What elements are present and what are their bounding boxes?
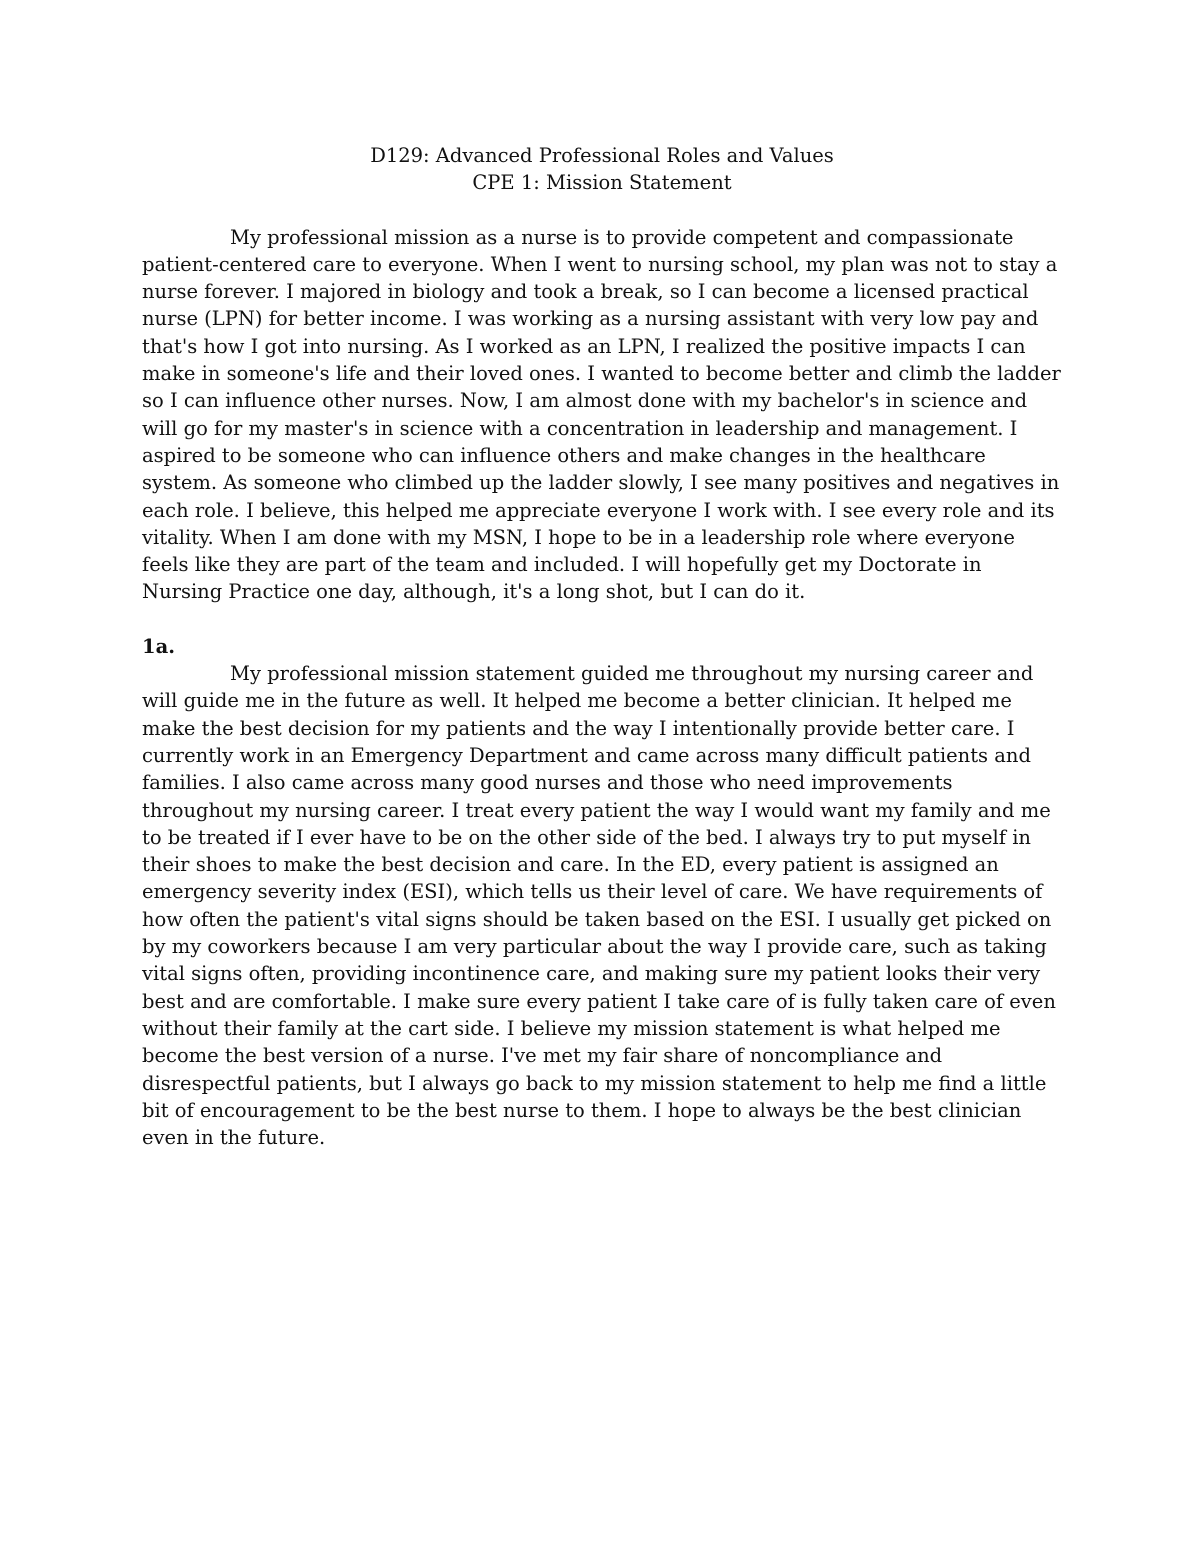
mission-paragraph: My professional mission as a nurse is to provide competent and compassionate patient-centered care to everyone. When I went to nursing school, my plan was not to stay a nurse forever. I majored in biology and took a break, so I can become a licensed practical nurse (LPN) for better income. I was working as a nursing assistant with very low pay and that's how I got into nursing. As I worked as an LPN, I realized the positive impacts I can make in someone's life and their loved ones. I wanted to become better and climb the ladder so I can influence other nurses. Now, I am almost done with my bachelor's in science and will go for my master's in science with a concentration in leadership and management. I aspired to be someone who can influence others and make changes in the healthcare system. As someone who climbed up the ladder slowly, I see many positives and negatives in each role. I believe, this helped me appreciate everyone I work with. I see every role and its vitality. When I am done with my MSN, I hope to be in a leadership role where everyone feels like they are part of the team and included. I will hopefully get my Doctorate in Nursing Practice one day, although, it's a long shot, but I can do it. <box>142 225 1061 604</box>
spacer <box>142 197 1062 224</box>
document-title: D129: Advanced Professional Roles and Values <box>370 144 834 167</box>
document-subtitle: CPE 1: Mission Statement <box>472 171 732 195</box>
section-heading: 1a. <box>142 634 175 658</box>
spacer <box>142 606 1062 633</box>
document-body <box>142 142 1062 1151</box>
section-1a-paragraph: My professional mission statement guided me throughout my nursing career and will guide me in the future as well. It helped me become a better clinician. It helped me make the best decision for my patients and the way I intentionally provide better care. I currently work in an Emergency Department and came across many difficult patients and families. I also came across many good nurses and those who need improvements throughout my nursing career. I treat every patient the way I would want my family and me to be treated if I ever have to be on the other side of the bed. I always try to put myself in their shoes to make the best decision and care. In the ED, every patient is assigned an emergency severity index (ESI), which tells us their level of care. We have requirements of how often the patient's vital signs should be taken based on the ESI. I usually get picked on by my coworkers because I am very particular about the way I provide care, such as taking vital signs often, providing incontinence care, and making sure my patient looks their very best and are comfortable. I make sure every patient I take care of is fully taken care of even without their family at the cart side. I believe my mission statement is what helped me become the best version of a nurse. I've met my fair share of noncompliance and disrespectful patients, but I always go back to my mission statement to help me find a little bit of encouragement to be the best nurse to them. I hope to always be the best clinician even in the future. <box>142 662 1056 1150</box>
